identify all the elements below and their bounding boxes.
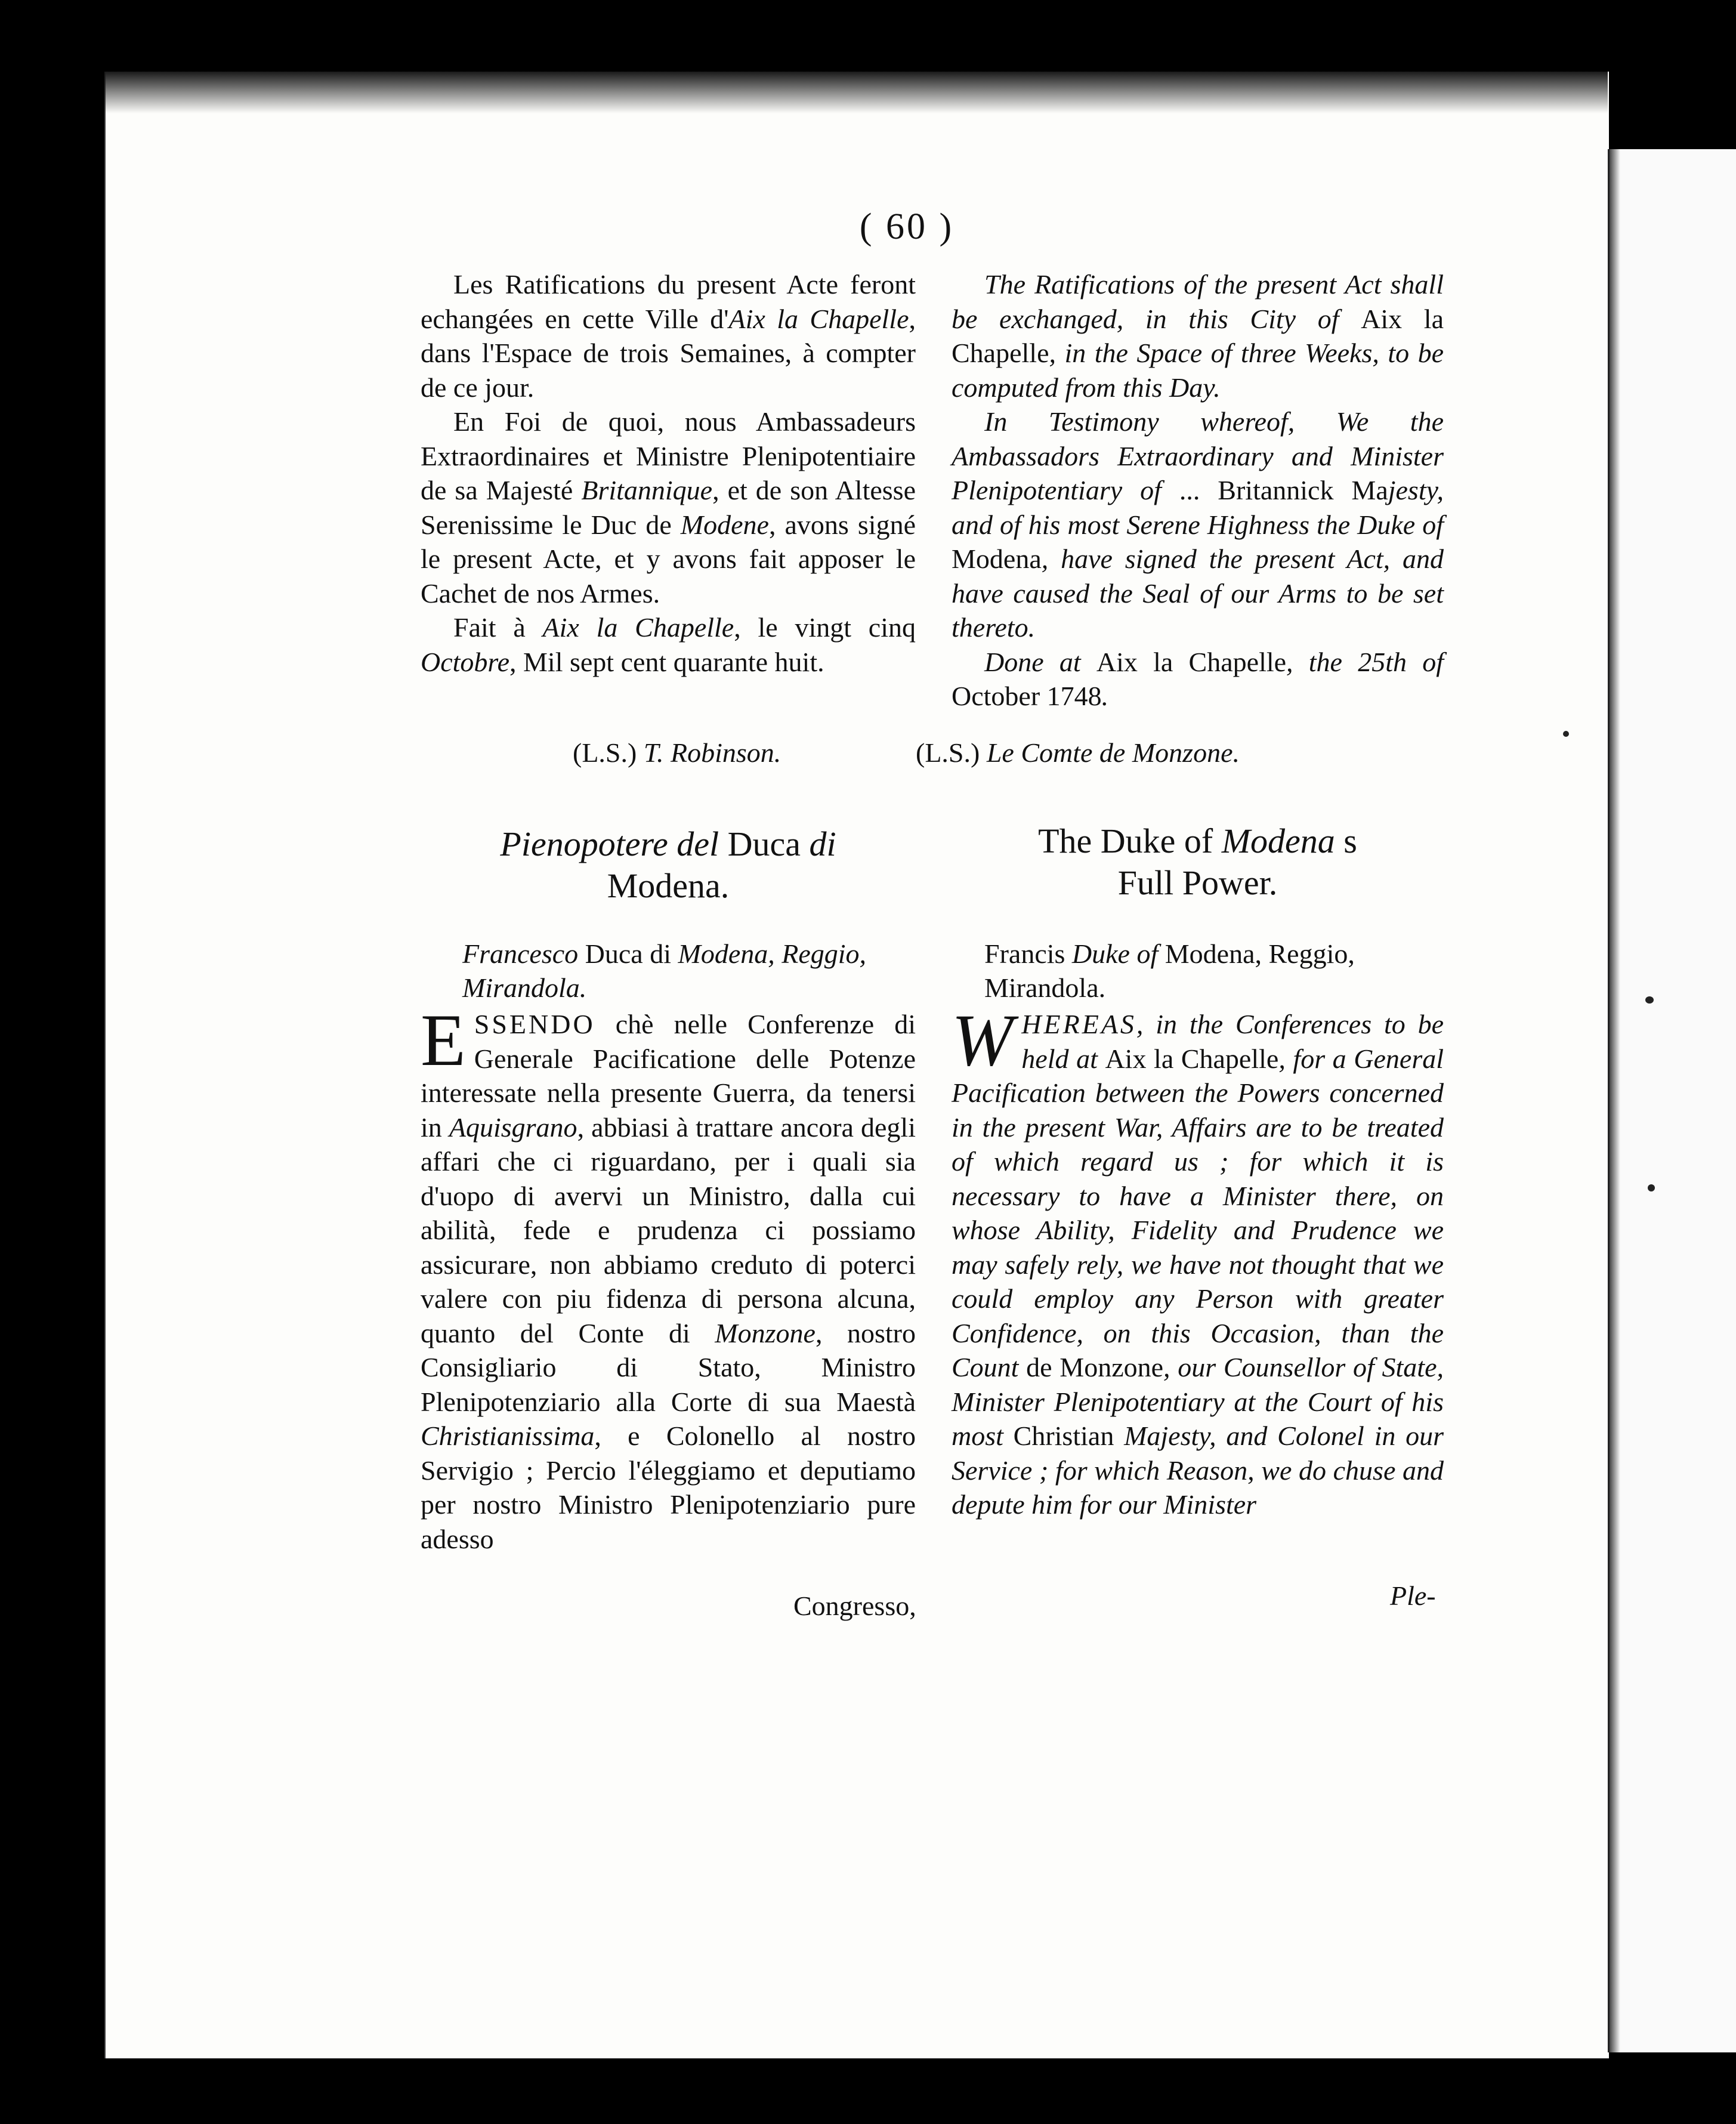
signature-monzone [916,737,1240,768]
text: Fait à [453,612,543,643]
text: , nostro Consigliario di Stato, Ministro Plenipotenziario alla Corte di sua Maestà [421,1317,916,1417]
italian-body [421,999,916,1556]
text: , in the Conferences to be held at [1021,1009,1444,1074]
text: , le vingt cinq [734,612,916,643]
text: Modena [952,544,1042,574]
text: , the 25th of [1286,646,1444,677]
text: , Mil sept cent quarante huit. [509,646,824,677]
english-text-column [952,267,1444,714]
italian-catchword: Congresso, [793,1591,916,1621]
ink-speck [1563,731,1569,737]
french-text-column [421,267,916,679]
text: , avons signé le present Acte, et y avons fait apposer le Cachet de nos Armes. [421,509,916,609]
text: The Ratifications of the present Act shall be exchanged, in this City of [952,269,1444,334]
french-paragraph-testimony [421,405,916,610]
text: Duca [719,825,810,863]
signature-robinson [573,737,781,768]
text: s [1343,822,1357,860]
text: Francesco [462,938,579,969]
text: ... Britannick Ma [1161,475,1388,505]
text: chè nelle Conferenze di Generale Pacificatione delle Potenze interessate nella presente Guerra, da tenersi in [421,1009,916,1143]
text: Christianissima [421,1421,595,1451]
text: Modena, Reggio, Mirandola. [462,938,867,1003]
english-paragraph-date [952,645,1444,714]
english-heading-line-1 [952,820,1444,862]
place-name: Aix la Chapelle [1096,646,1287,677]
place-name: Aix la Chapelle [952,303,1444,368]
text: Monzone [715,1317,816,1348]
text: Modena [1221,822,1335,860]
english-body [952,999,1444,1522]
page-number: ( 60 ) [859,206,955,247]
ink-speck [1648,1184,1655,1191]
english-subheading [984,937,1444,1005]
french-paragraph-date [421,610,916,679]
text: , in the Space of three Weeks, to be computed from this Day. [952,338,1444,403]
text: HEREAS [1021,1009,1136,1039]
english-catchword: Ple- [1390,1580,1436,1611]
text: Les Ratifications du present Acte feront echangées en cette Ville d' [421,269,916,334]
drop-cap: W [952,999,1014,1081]
text: Majesty, and Colonel in our Service ; for which Reason, we do chuse and depute him for our Minister [952,1421,1444,1520]
text: , our Counsellor of State, Minister Plenipotentiary at the Court of his most [952,1352,1444,1451]
text: Britannique [581,475,713,505]
signatory-name: T. Robinson. [643,737,781,768]
place-name: Aix la Chapelle [542,612,734,643]
signatory-name: Le Comte de Monzone. [986,737,1240,768]
drop-cap: E [421,999,466,1081]
text: Pienopotere del [500,825,719,863]
text: , et de son Altesse Serenissime le Duc de [421,475,916,540]
text: October 1748 [952,681,1102,711]
french-paragraph-ratifications [421,267,916,405]
text: , abbiasi à trattare ancora degli affari che ci riguardano, per i quali sia d'uopo di avervi un Ministro, dalla cui abilità, fede e prudenza ci possiamo assicurare, non abbiamo creduto di poterci valere con piu fidenza di persona alcuna, quanto del Conte di [421,1112,916,1348]
seal-mark: (L.S.) [573,737,637,768]
text: Francis [984,938,1072,969]
place-name: Aix la Chapelle [728,303,909,334]
gutter-shadow [1610,149,1620,2052]
text: Done at [984,646,1096,677]
text: En Foi de quoi, nous Ambassadeurs Extraordinaires et Ministre Plenipotentiaire de sa Majesté [421,406,916,505]
text: Duca di [578,938,678,969]
italian-body-paragraph [421,999,916,1556]
seal-mark: (L.S.) [916,737,980,768]
text: , e Colonello al nostro Servigio ; Percio l'éleggiamo et deputiamo per nostro Ministro Plenipotenziario pure adesso [421,1421,916,1554]
text: Modena, Reggio, Mirandola. [984,938,1355,1003]
text: Modene [680,509,769,540]
text: Duke of [1071,938,1159,969]
text: Christian [1013,1421,1114,1451]
text: Octobre [421,646,510,677]
english-paragraph-testimony [952,405,1444,645]
italian-heading-line-1 [421,823,916,865]
facing-page-edge [1608,149,1736,2052]
place-name: Aquisgrano [449,1112,577,1143]
ink-speck [1645,996,1654,1004]
text: , for a General Pacification between the Powers concerned in the present War, Affairs are to be treated of which regard us ; for which it is necessary to have a Minister there, on whose Ability, Fidelity and Prudence we may safely rely, we have not thought that we could employ any Person with greater Confidence, on this Occasion, than the Count [952,1043,1444,1382]
page-top-shadow [104,72,1608,113]
english-heading-line-2: Full Power. [1117,863,1278,902]
text: de Monzone [1026,1352,1164,1382]
english-body-paragraph [952,999,1444,1522]
place-name: Aix la Chapelle [1105,1043,1279,1074]
italian-subheading [462,937,916,1005]
italian-heading [421,823,916,907]
text: . [1101,681,1109,711]
italian-heading-line-2: Modena. [607,866,730,905]
text: , dans l'Espace de trois Semaines, à compter de ce jour. [421,303,916,403]
text: In Testimony whereof, We the Ambassadors Extraordinary and Minister Plenipotentiary of [952,406,1444,505]
text: SSENDO [474,1009,595,1039]
text: The Duke of [1038,822,1222,860]
english-paragraph-ratifications [952,267,1444,405]
english-heading [952,820,1444,904]
text: jesty, and of his most Serene Highness the Duke of [952,475,1444,540]
text: , have signed the present Act, and have caused the Seal of our Arms to be set thereto. [952,544,1444,643]
text: di [809,825,836,863]
